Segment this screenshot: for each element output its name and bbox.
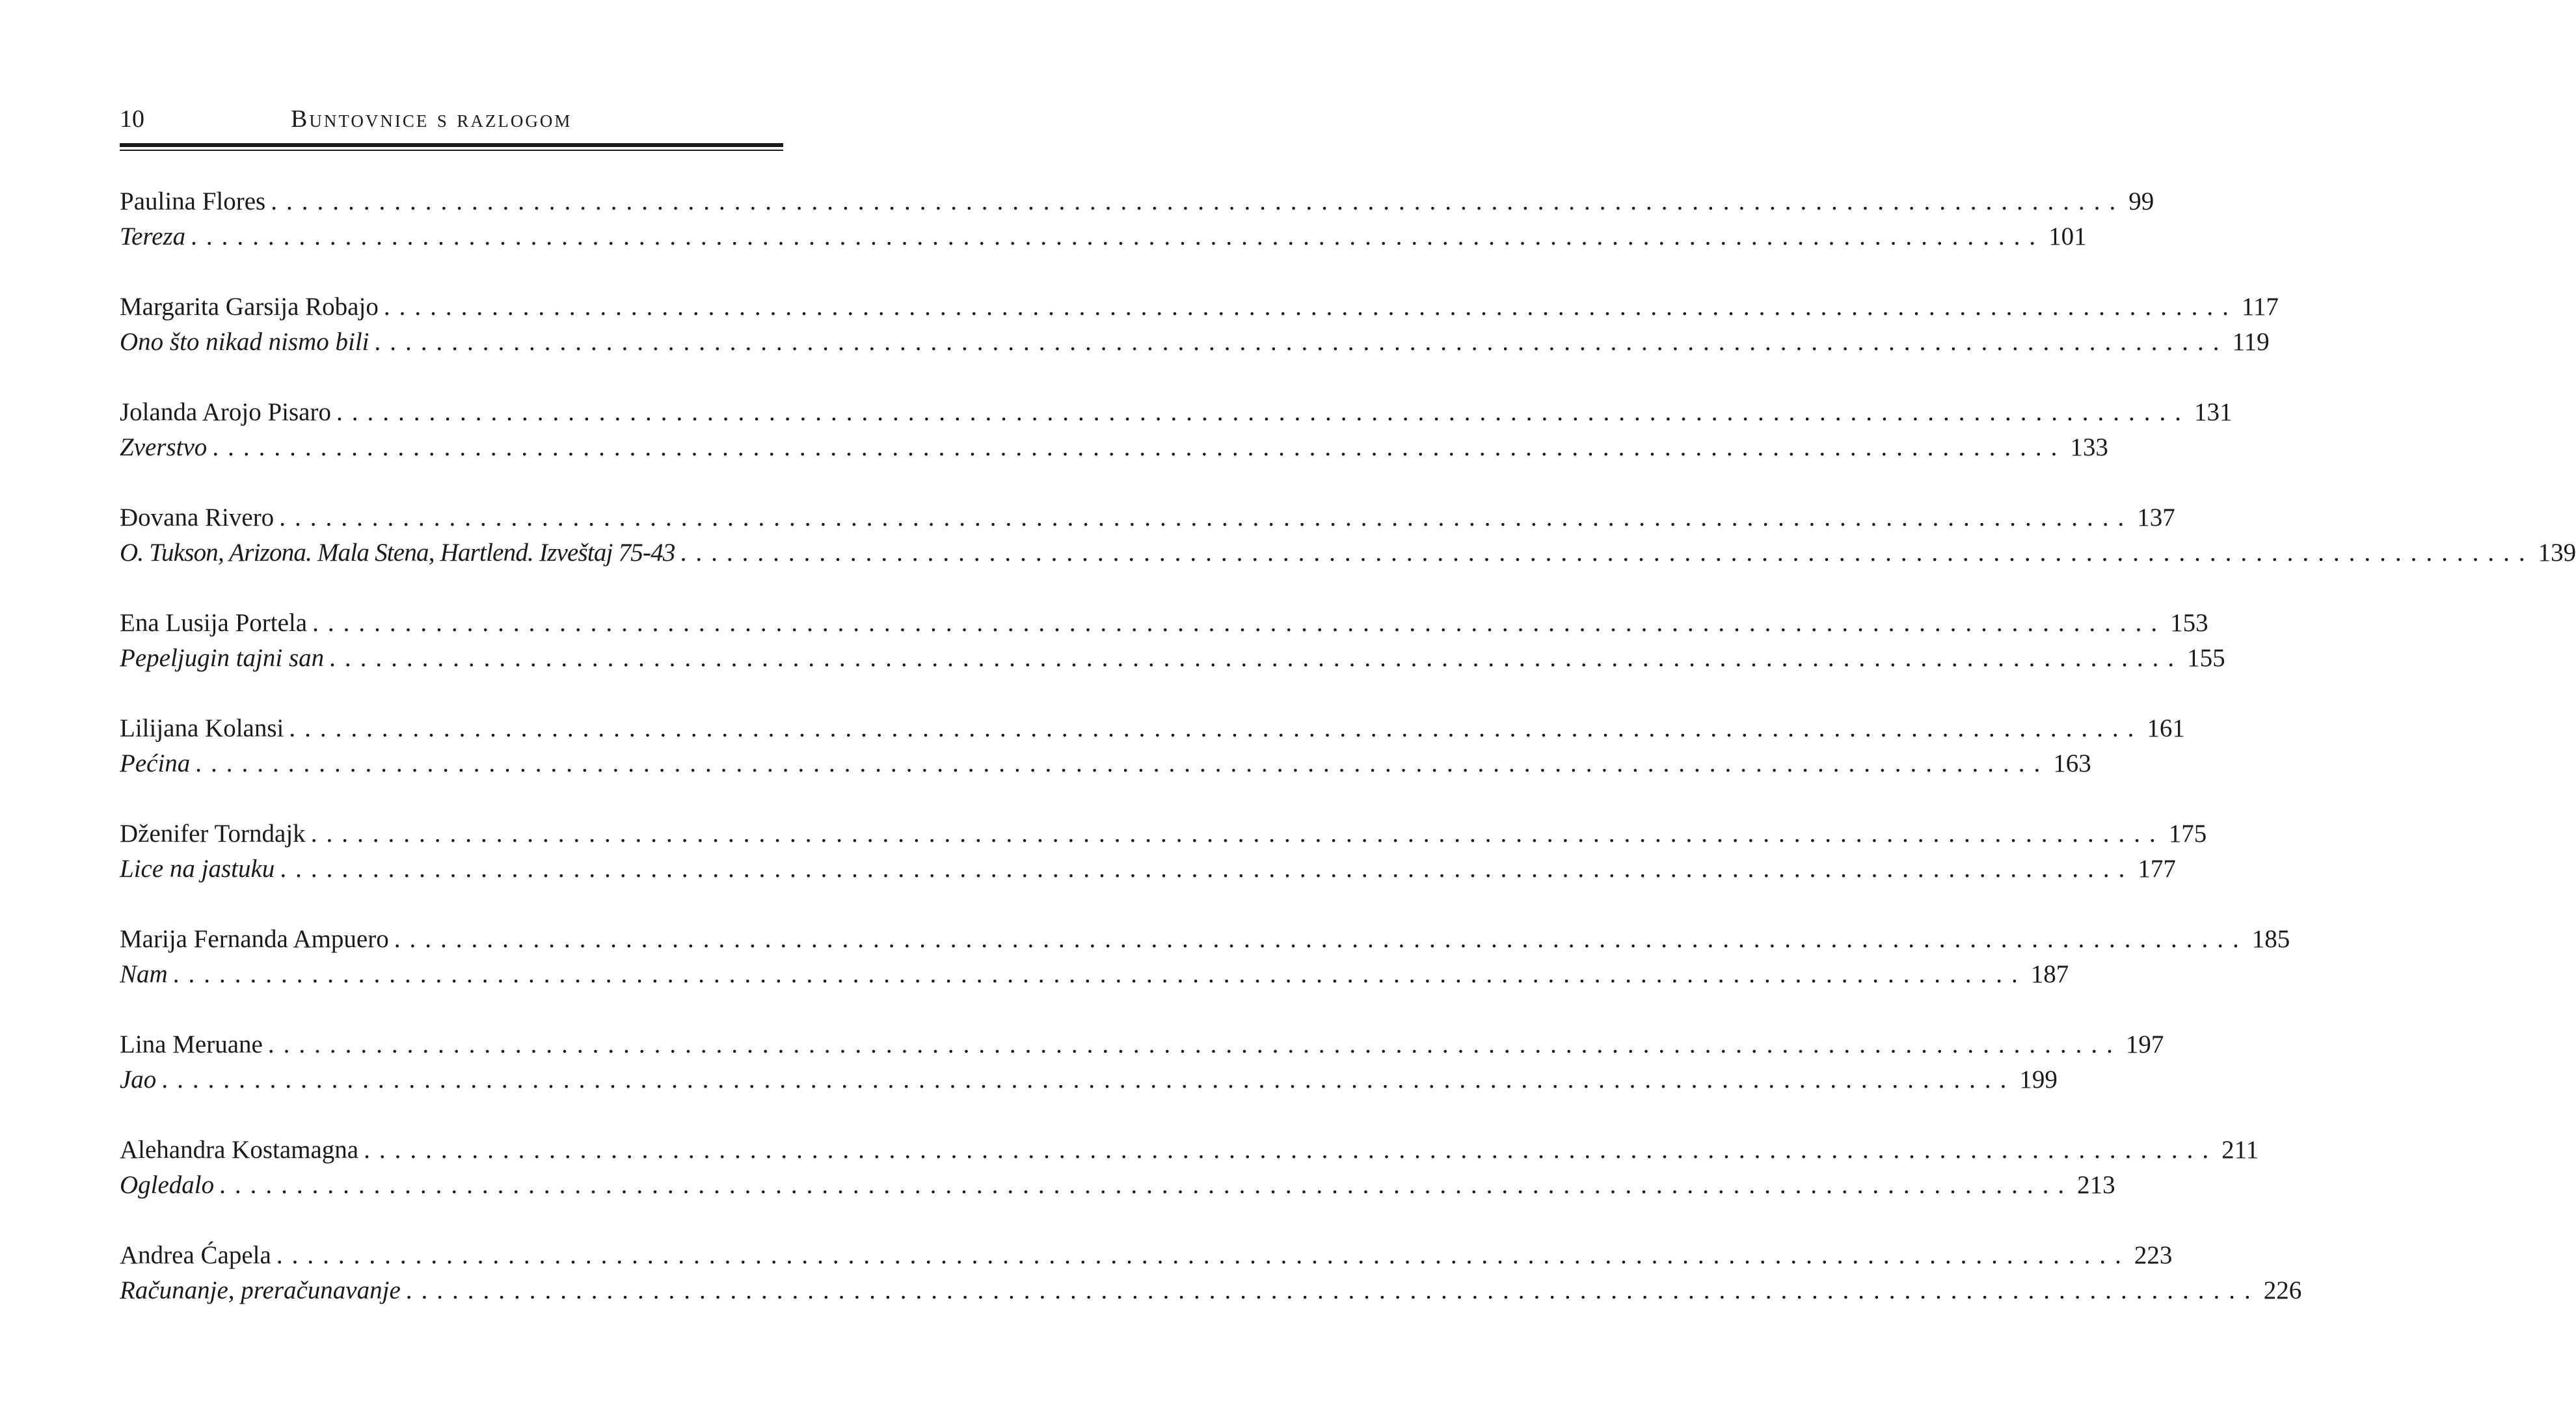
toc-entry xyxy=(120,1133,2259,1238)
story-title: Pećina xyxy=(120,749,191,777)
story-page-number: 139 xyxy=(2538,539,2576,567)
author-name: Ena Lusija Portela xyxy=(120,609,308,637)
book-page xyxy=(120,0,2576,1424)
story-page-number: 177 xyxy=(2138,855,2176,883)
toc-author-row[interactable] xyxy=(120,395,2233,430)
toc-entry xyxy=(120,711,2185,816)
dot-leader: ........................................................................................................................ xyxy=(195,749,2050,777)
toc-entry xyxy=(120,1027,2164,1133)
toc-author-row[interactable] xyxy=(120,711,2185,746)
toc-author-row[interactable] xyxy=(120,816,2207,852)
author-name: Alehandra Kostamagna xyxy=(120,1136,359,1164)
author-name: Jolanda Arojo Pisaro xyxy=(120,398,331,426)
toc-story-row[interactable] xyxy=(120,852,2176,887)
dot-leader: ........................................................................................................................ xyxy=(383,293,2238,321)
toc-story-row[interactable] xyxy=(120,219,2087,254)
story-page-number: 155 xyxy=(2187,644,2225,672)
dot-leader: ........................................................................................................................ xyxy=(161,1066,2016,1094)
dot-leader: ........................................................................................................................ xyxy=(364,1136,2218,1164)
story-title: Jao xyxy=(120,1066,157,1094)
author-page-number: 153 xyxy=(2170,609,2208,637)
story-page-number: 119 xyxy=(2232,328,2270,356)
toc-author-row[interactable] xyxy=(120,289,2279,325)
page-header xyxy=(120,103,783,135)
author-page-number: 99 xyxy=(2128,187,2154,215)
story-page-number: 213 xyxy=(2077,1171,2115,1199)
dot-leader: ........................................................................................................................ xyxy=(212,433,2067,461)
dot-leader: ........................................................................................................................ xyxy=(289,714,2143,742)
author-name: Paulina Flores xyxy=(120,187,266,215)
story-title: Nam xyxy=(120,960,168,988)
toc-author-row[interactable] xyxy=(120,606,2208,641)
header-rule-thick xyxy=(120,143,783,147)
story-page-number: 187 xyxy=(2030,960,2069,988)
author-page-number: 223 xyxy=(2134,1241,2173,1269)
header-rule-thin xyxy=(120,150,783,151)
toc-story-row[interactable] xyxy=(120,1168,2115,1203)
story-title: Lice na jastuku xyxy=(120,855,275,883)
author-page-number: 211 xyxy=(2221,1136,2259,1164)
dot-leader: ........................................................................................................................ xyxy=(267,1030,2122,1058)
toc-entry xyxy=(120,184,2154,289)
running-title: Buntovnice s razlogom xyxy=(291,105,572,133)
table-of-contents xyxy=(120,184,2576,1343)
story-title: Zverstvo xyxy=(120,433,208,461)
author-name: Dženifer Torndajk xyxy=(120,820,306,848)
author-name: Lina Meruane xyxy=(120,1030,263,1058)
author-page-number: 117 xyxy=(2241,293,2279,321)
toc-story-row[interactable] xyxy=(120,957,2069,992)
story-title: Ogledalo xyxy=(120,1171,215,1199)
toc-story-row[interactable] xyxy=(120,1062,2058,1097)
toc-entry xyxy=(120,500,2576,606)
author-page-number: 161 xyxy=(2147,714,2185,742)
toc-entry xyxy=(120,395,2233,500)
toc-author-row[interactable] xyxy=(120,1133,2259,1168)
story-title: Pepeljugin tajni san xyxy=(120,644,325,672)
toc-author-row[interactable] xyxy=(120,184,2154,219)
toc-entry xyxy=(120,922,2290,1027)
dot-leader: ........................................................................................................................ xyxy=(219,1171,2074,1199)
dot-leader: ........................................................................................................................ xyxy=(336,398,2190,426)
story-page-number: 226 xyxy=(2263,1276,2302,1304)
toc-entry xyxy=(120,816,2207,922)
story-title: Tereza xyxy=(120,222,186,250)
dot-leader: ........................................................................................................................ xyxy=(394,925,2248,953)
dot-leader: ........................................................................................................................ xyxy=(312,609,2167,637)
dot-leader: ........................................................................................................................ xyxy=(405,1276,2260,1304)
author-name: Andrea Ćapela xyxy=(120,1241,271,1269)
toc-story-row[interactable] xyxy=(120,746,2091,781)
dot-leader: ........................................................................................................................ xyxy=(310,820,2165,848)
author-page-number: 197 xyxy=(2125,1030,2164,1058)
story-page-number: 101 xyxy=(2048,222,2087,250)
dot-leader: ........................................................................................................................ xyxy=(280,855,2134,883)
story-title: O. Tukson, Arizona. Mala Stena, Hartlend. Izveštaj 75-43 xyxy=(120,539,675,567)
toc-entry xyxy=(120,289,2279,395)
author-name: Margarita Garsija Robajo xyxy=(120,293,379,321)
toc-story-row[interactable] xyxy=(120,641,2225,676)
toc-entry xyxy=(120,1238,2302,1343)
toc-story-row[interactable] xyxy=(120,1273,2302,1308)
dot-leader: ........................................................................................................................ xyxy=(191,222,2045,250)
author-name: Marija Fernanda Ampuero xyxy=(120,925,389,953)
toc-story-row[interactable] xyxy=(120,325,2270,360)
author-name: Lilijana Kolansi xyxy=(120,714,284,742)
toc-story-row[interactable] xyxy=(120,535,2576,571)
dot-leader: ........................................................................................................................ xyxy=(276,1241,2130,1269)
author-page-number: 131 xyxy=(2194,398,2233,426)
dot-leader: ........................................................................................................................ xyxy=(680,539,2534,567)
author-page-number: 137 xyxy=(2137,504,2175,531)
toc-author-row[interactable] xyxy=(120,500,2175,535)
dot-leader: ........................................................................................................................ xyxy=(329,644,2184,672)
dot-leader: ........................................................................................................................ xyxy=(374,328,2229,356)
author-page-number: 175 xyxy=(2168,820,2207,848)
toc-author-row[interactable] xyxy=(120,922,2290,957)
story-page-number: 163 xyxy=(2053,749,2091,777)
story-title: Ono što nikad nismo bili xyxy=(120,328,369,356)
story-title: Računanje, preračunavanje xyxy=(120,1276,401,1304)
author-page-number: 185 xyxy=(2251,925,2290,953)
story-page-number: 199 xyxy=(2019,1066,2058,1094)
author-name: Đovana Rivero xyxy=(120,504,275,531)
dot-leader: ........................................................................................................................ xyxy=(279,504,2134,531)
dot-leader: ........................................................................................................................ xyxy=(271,187,2125,215)
toc-author-row[interactable] xyxy=(120,1027,2164,1062)
toc-story-row[interactable] xyxy=(120,430,2108,465)
dot-leader: ........................................................................................................................ xyxy=(172,960,2027,988)
toc-entry xyxy=(120,606,2225,711)
page-number: 10 xyxy=(120,105,144,133)
story-page-number: 133 xyxy=(2070,433,2108,461)
toc-author-row[interactable] xyxy=(120,1238,2173,1273)
